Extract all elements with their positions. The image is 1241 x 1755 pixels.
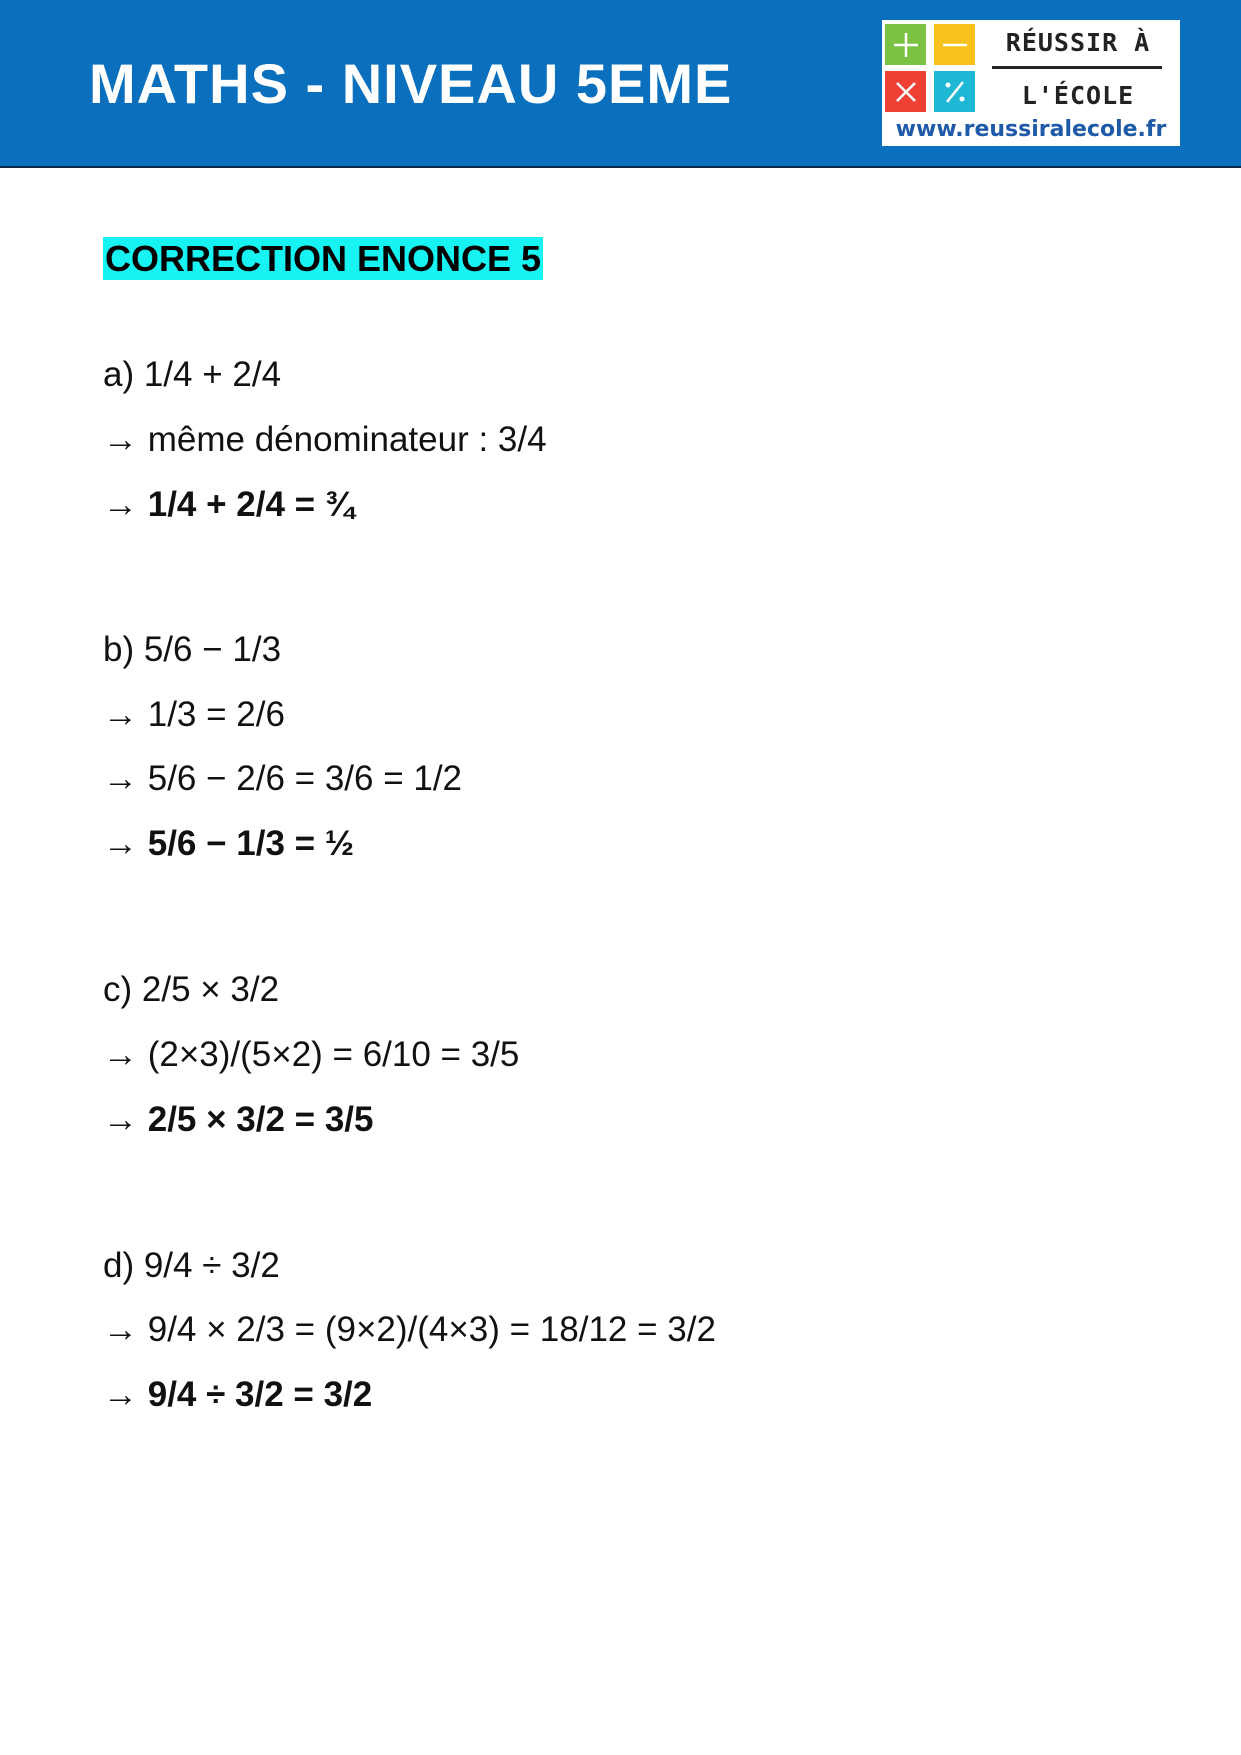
times-icon xyxy=(891,77,921,107)
section-heading: CORRECTION ENONCE 5 xyxy=(105,238,542,279)
arrow-icon: → xyxy=(103,420,138,459)
plus-icon xyxy=(891,30,921,60)
arrow-icon: → xyxy=(103,1310,138,1349)
arrow-icon: → xyxy=(103,695,138,734)
result-text: 1/4 + 2/4 = ¾ xyxy=(147,485,355,524)
exercise-b-label: b) 5/6 − 1/3 xyxy=(103,630,282,669)
logo-times-tile xyxy=(885,71,926,112)
result-text: 2/5 × 3/2 = 3/5 xyxy=(147,1100,374,1139)
exercise-a-result xyxy=(103,484,354,526)
logo-plus-tile xyxy=(885,24,926,65)
logo-divider xyxy=(992,66,1162,69)
exercise-a-label: a) 1/4 + 2/4 xyxy=(103,355,282,394)
result-text: 5/6 − 1/3 = ½ xyxy=(147,824,355,863)
exercise-d-label: d) 9/4 ÷ 3/2 xyxy=(103,1246,280,1285)
exercise-d-result xyxy=(103,1374,372,1416)
page-title: MATHS - NIVEAU 5EME xyxy=(89,52,733,115)
exercise-c-result xyxy=(103,1099,373,1141)
minus-icon xyxy=(940,30,970,60)
logo-percent-tile xyxy=(934,71,975,112)
logo-name-top: RÉUSSIR À xyxy=(1005,28,1151,57)
step-text: 9/4 × 2/3 = (9×2)/(4×3) = 18/12 = 3/2 xyxy=(147,1310,716,1349)
arrow-icon: → xyxy=(103,1375,138,1414)
percent-icon xyxy=(940,77,970,107)
page-header xyxy=(0,0,1241,168)
site-logo[interactable] xyxy=(882,20,1180,146)
step-text: même dénominateur : 3/4 xyxy=(147,420,547,459)
result-text: 9/4 ÷ 3/2 = 3/2 xyxy=(147,1375,373,1414)
logo-minus-tile xyxy=(934,24,975,65)
exercise-b-result xyxy=(103,823,354,865)
exercise-d-step-1 xyxy=(103,1309,716,1351)
logo-url-link[interactable]: www.reussiralecole.fr xyxy=(895,117,1167,142)
exercise-a-step-1 xyxy=(103,419,547,461)
exercise-c-label: c) 2/5 × 3/2 xyxy=(103,970,280,1009)
exercise-c-step-1 xyxy=(103,1034,519,1076)
step-text: 1/3 = 2/6 xyxy=(147,695,285,734)
step-text: 5/6 − 2/6 = 3/6 = 1/2 xyxy=(147,759,463,798)
exercise-b-step-1 xyxy=(103,694,285,736)
arrow-icon: → xyxy=(103,485,138,524)
step-text: (2×3)/(5×2) = 6/10 = 3/5 xyxy=(147,1035,520,1074)
arrow-icon: → xyxy=(103,759,138,798)
logo-name-bottom: L'ÉCOLE xyxy=(1021,81,1135,110)
exercise-b-step-2 xyxy=(103,758,462,800)
arrow-icon: → xyxy=(103,1100,138,1139)
arrow-icon: → xyxy=(103,824,138,863)
arrow-icon: → xyxy=(103,1035,138,1074)
